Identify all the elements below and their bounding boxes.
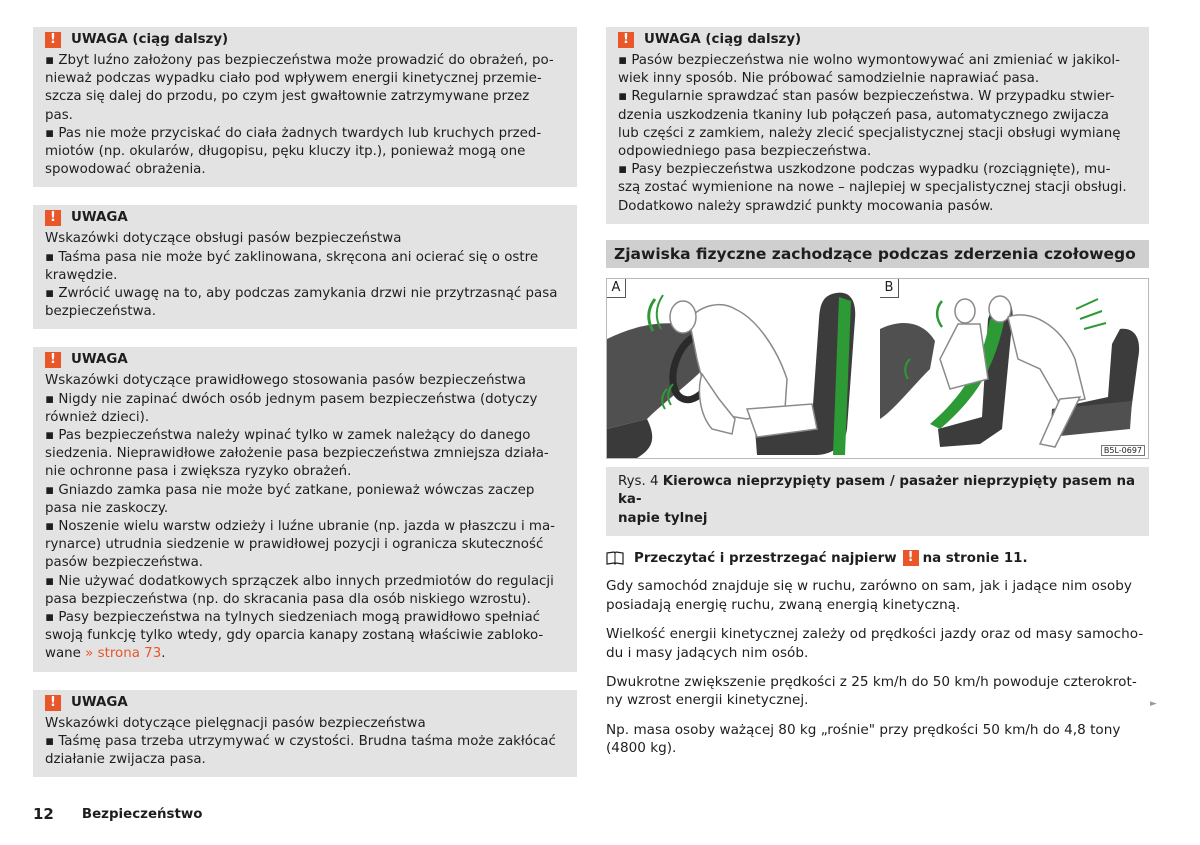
body-line: (4800 kg). bbox=[606, 740, 677, 757]
warning-line: ▪ Zbyt luźno założony pas bezpieczeństwa może prowadzić do obrażeń, po- bbox=[45, 53, 554, 68]
line-text: wane bbox=[45, 646, 86, 662]
warning-line: ▪ Regularnie sprawdzać stan pasów bezpieczeństwa. W przypadku stwier- bbox=[618, 89, 1115, 105]
warning-line: miotów (np. okularów, długopisu, pęku kluczy itp.), ponieważ mogą one bbox=[45, 144, 526, 160]
warning-line: ▪ Noszenie wielu warstw odzieży i luźne ubranie (np. jazda w płaszczu i ma- bbox=[45, 519, 556, 535]
figure-code: B5L-0697 bbox=[1101, 445, 1145, 456]
right-column bbox=[606, 27, 1149, 758]
warning-line: ▪ Taśmę pasa trzeba utrzymywać w czystości. Brudna taśma może zakłócać bbox=[45, 733, 556, 749]
warning-title: UWAGA bbox=[71, 352, 128, 368]
body-paragraph bbox=[606, 673, 1149, 710]
page-reference-link[interactable]: » strona 73 bbox=[85, 646, 162, 662]
caption-title-cont: napie tylnej bbox=[618, 510, 708, 526]
warning-line: lub części z zamkiem, należy zlecić specjalistycznej stacji obsługi wymianę bbox=[618, 125, 1121, 141]
warning-box-belt-usage bbox=[33, 347, 577, 671]
page-footer bbox=[33, 805, 203, 823]
caption-prefix: Rys. 4 bbox=[618, 473, 663, 489]
warning-line: ▪ Pasów bezpieczeństwa nie wolno wymontowywać ani zmieniać w jakikol- bbox=[618, 53, 1120, 68]
warning-line: Dodatkowo należy sprawdzić punkty mocowania pasów. bbox=[618, 198, 994, 214]
warning-line: działanie zwijacza pasa. bbox=[45, 752, 206, 768]
warning-line: nie ochronne pasa i zwiększa ryzyko obrażeń. bbox=[45, 464, 352, 480]
read-first-text: Przeczytać i przestrzegać najpierw bbox=[634, 550, 897, 566]
warning-line: krawędzie. bbox=[45, 267, 118, 283]
page-number: 12 bbox=[33, 805, 54, 823]
warning-line: pas. bbox=[45, 107, 73, 123]
warning-line: również dzieci). bbox=[45, 409, 150, 425]
body-paragraph bbox=[606, 625, 1149, 662]
warning-line: ▪ Nie używać dodatkowych sprzączek albo innych przedmiotów do regulacji bbox=[45, 573, 554, 589]
warning-line: pasa bezpieczeństwa (np. do skracania pasa dla osób niskiego wzrostu). bbox=[45, 591, 531, 607]
body-line: du i masy jadących nim osób. bbox=[606, 644, 809, 661]
body-paragraph bbox=[606, 721, 1149, 758]
warning-line: ▪ Pasy bezpieczeństwa na tylnych siedzeniach mogą prawidłowo spełniać bbox=[45, 610, 541, 626]
warning-line: Wskazówki dotyczące obsługi pasów bezpieczeństwa bbox=[45, 231, 402, 247]
warning-box-belt-handling bbox=[33, 205, 577, 329]
warning-line: odpowiedniego pasa bezpieczeństwa. bbox=[618, 144, 872, 160]
warning-line: swoją funkcję tylko wtedy, gdy oparcia kanapy zostaną właściwie zabloko- bbox=[45, 628, 544, 644]
warning-box-belt-care bbox=[33, 690, 577, 778]
warning-line: dzenia uszkodzenia tkaniny lub połączeń pasa, automatycznego zwijacza bbox=[618, 107, 1109, 123]
figure-crash-illustration bbox=[606, 278, 1149, 459]
body-paragraph bbox=[606, 577, 1149, 614]
body-line: ny wzrost energii kinetycznej. bbox=[606, 692, 809, 709]
warning-box-continued-left bbox=[33, 27, 577, 187]
book-icon bbox=[606, 551, 624, 565]
warning-line: ▪ Gniazdo zamka pasa nie może być zatkane, ponieważ wówczas zaczep bbox=[45, 482, 535, 498]
warning-line: pasa nie zaskoczy. bbox=[45, 500, 169, 516]
line-text: . bbox=[161, 646, 166, 662]
body-line: Wielkość energii kinetycznej zależy od prędkości jazdy oraz od masy samocho- bbox=[606, 626, 1144, 643]
warning-icon: ! bbox=[45, 352, 61, 368]
warning-line: Wskazówki dotyczące prawidłowego stosowania pasów bezpieczeństwa bbox=[45, 373, 526, 389]
figure-panel-a bbox=[607, 279, 877, 458]
passenger-crash-drawing bbox=[880, 279, 1148, 458]
warning-box-continued-right bbox=[606, 27, 1149, 224]
warning-icon: ! bbox=[618, 32, 634, 48]
warning-line: ▪ Pas nie może przyciskać do ciała żadnych twardych lub kruchych przed- bbox=[45, 125, 542, 141]
warning-line: ▪ Nigdy nie zapinać dwóch osób jednym pasem bezpieczeństwa (dotyczy bbox=[45, 391, 538, 407]
warning-line: siedzenia. Nieprawidłowe założenie pasa bezpieczeństwa zmniejsza działa- bbox=[45, 446, 549, 462]
warning-line: szcza się dalej do przodu, po czym jest gwałtownie zatrzymywane przez bbox=[45, 89, 530, 105]
left-column bbox=[33, 27, 577, 795]
section-heading: Zjawiska fizyczne zachodzące podczas zderzenia czołowego bbox=[606, 240, 1149, 268]
continue-arrow-icon: ► bbox=[1150, 699, 1157, 709]
caption-title: Kierowca nieprzypięty pasem / pasażer nieprzypięty pasem na ka- bbox=[618, 473, 1136, 508]
footer-section-title: Bezpieczeństwo bbox=[81, 806, 203, 822]
figure-caption bbox=[606, 467, 1149, 537]
warning-icon: ! bbox=[45, 210, 61, 226]
warning-line: nieważ podczas wypadku ciało pod wpływem energii kinetycznej przemie- bbox=[45, 71, 542, 87]
warning-icon: ! bbox=[45, 695, 61, 711]
warning-title: UWAGA bbox=[71, 694, 128, 710]
warning-line: ▪ Pas bezpieczeństwa należy wpinać tylko w zamek należący do danego bbox=[45, 428, 531, 444]
warning-line: pasów bezpieczeństwa. bbox=[45, 555, 204, 571]
warning-icon: ! bbox=[903, 550, 919, 566]
figure-panel-b bbox=[880, 279, 1148, 458]
panel-label-b: B bbox=[880, 279, 899, 298]
warning-title: UWAGA bbox=[71, 210, 128, 226]
warning-icon: ! bbox=[45, 32, 61, 48]
warning-line-with-link bbox=[45, 645, 565, 663]
warning-line: ▪ Pasy bezpieczeństwa uszkodzone podczas wypadku (rozciągnięte), mu- bbox=[618, 162, 1111, 178]
warning-line: wiek inny sposób. Nie próbować samodzielnie naprawiać pasa. bbox=[618, 71, 1040, 87]
warning-line: rynarce) utrudnia siedzenie w prawidłowej pozycji i ogranicza skuteczność bbox=[45, 537, 544, 553]
warning-title: UWAGA (ciąg dalszy) bbox=[644, 31, 802, 47]
body-line: Dwukrotne zwiększenie prędkości z 25 km/h do 50 km/h powoduje czterokrot- bbox=[606, 673, 1137, 690]
body-line: Np. masa osoby ważącej 80 kg „rośnie" przy prędkości 50 km/h do 4,8 tony bbox=[606, 721, 1121, 738]
warning-line: spowodować obrażenia. bbox=[45, 162, 206, 178]
warning-line: ▪ Zwrócić uwagę na to, aby podczas zamykania drzwi nie przytrzasnąć pasa bbox=[45, 286, 558, 302]
body-line: posiadają energię ruchu, zwaną energią kinetyczną. bbox=[606, 596, 961, 613]
read-first-note bbox=[606, 550, 1149, 566]
warning-line: Wskazówki dotyczące pielęgnacji pasów bezpieczeństwa bbox=[45, 715, 426, 731]
body-line: Gdy samochód znajduje się w ruchu, zarówno on sam, jak i jadące nim osoby bbox=[606, 578, 1132, 595]
panel-label-a: A bbox=[607, 279, 626, 298]
warning-line: bezpieczeństwa. bbox=[45, 304, 156, 320]
warning-line: ▪ Taśma pasa nie może być zaklinowana, skręcona ani ocierać się o ostre bbox=[45, 249, 539, 265]
warning-title: UWAGA (ciąg dalszy) bbox=[71, 31, 229, 47]
warning-line: szą zostać wymienione na nowe – najlepiej w specjalistycznej stacji obsługi. bbox=[618, 180, 1127, 196]
read-first-page[interactable]: na stronie 11. bbox=[922, 550, 1028, 566]
driver-crash-drawing bbox=[607, 279, 877, 458]
